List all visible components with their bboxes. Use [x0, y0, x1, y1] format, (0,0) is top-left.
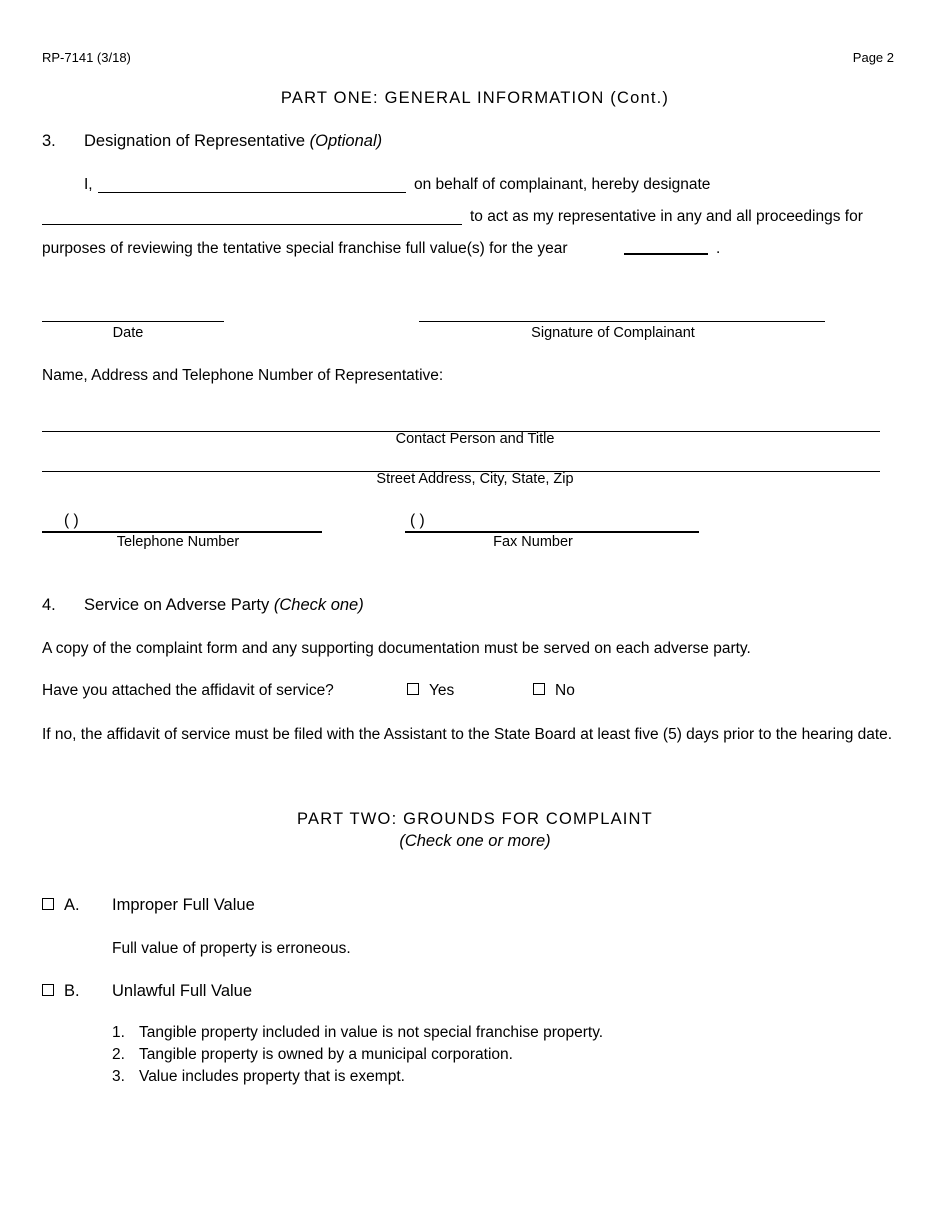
no-label: No	[555, 682, 575, 699]
telephone-label: Telephone Number	[116, 534, 240, 550]
part-one-title: PART ONE: GENERAL INFORMATION (Cont.)	[280, 89, 670, 107]
line2-suffix: to act as my representative in any and all proceedings for	[470, 208, 863, 225]
signature-label: Signature of Complainant	[531, 325, 695, 341]
telephone-field[interactable]	[42, 531, 322, 533]
section4-heading	[84, 596, 364, 615]
ground-b-item-number: 3.	[112, 1068, 125, 1085]
ground-a-title: Improper Full Value	[112, 896, 255, 914]
address-label: Street Address, City, State, Zip	[376, 471, 574, 487]
affidavit-question: Have you attached the affidavit of service?	[42, 682, 334, 699]
fax-field[interactable]	[405, 531, 699, 533]
ground-a-description: Full value of property is erroneous.	[112, 940, 351, 957]
line3-end: .	[716, 240, 721, 257]
fax-label: Fax Number	[493, 534, 573, 550]
part-two-subtitle: (Check one or more)	[399, 832, 551, 850]
ground-b-title: Unlawful Full Value	[112, 982, 253, 1000]
section4-check-one: (Check one)	[273, 596, 364, 614]
representative-designator-field[interactable]	[98, 192, 406, 193]
no-checkbox[interactable]	[533, 683, 545, 695]
section4-title: Service on Adverse Party	[84, 596, 270, 614]
ground-b-item-text: Tangible property included in value is not special franchise property.	[139, 1024, 604, 1041]
phone-area-code: ( )	[64, 512, 79, 529]
ground-b-option[interactable]	[42, 982, 80, 1001]
line3-text: purposes of reviewing the tentative special franchise full value(s) for the year	[42, 240, 568, 257]
section3-number: 3.	[42, 132, 56, 150]
section3-optional: (Optional)	[309, 132, 383, 150]
line1-prefix: I,	[84, 176, 93, 193]
section3-heading	[84, 132, 382, 151]
affidavit-filing-note: If no, the affidavit of service must be filed with the Assistant to the State Board at least five (5) days prior to the hearing date.	[42, 726, 893, 743]
ground-b-letter: B.	[64, 982, 80, 1000]
contact-label: Contact Person and Title	[395, 431, 555, 447]
year-field[interactable]	[624, 253, 708, 255]
ground-b-item-number: 1.	[112, 1024, 125, 1041]
yes-label: Yes	[429, 682, 455, 699]
yes-option[interactable]	[407, 682, 454, 700]
yes-checkbox[interactable]	[407, 683, 419, 695]
representative-name-field[interactable]	[42, 224, 462, 225]
no-option[interactable]	[533, 682, 575, 700]
form-id: RP-7141 (3/18)	[42, 50, 131, 65]
section3-title: Designation of Representative	[84, 132, 306, 150]
signature-field[interactable]	[419, 321, 825, 322]
date-label: Date	[112, 325, 144, 341]
ground-a-option[interactable]	[42, 896, 80, 915]
ground-a-letter: A.	[64, 896, 80, 914]
part-two-title: PART TWO: GROUNDS FOR COMPLAINT	[297, 810, 653, 828]
ground-b-item-text: Value includes property that is exempt.	[139, 1068, 405, 1085]
ground-b-checkbox[interactable]	[42, 984, 54, 996]
section4-number: 4.	[42, 596, 56, 614]
ground-b-item-number: 2.	[112, 1046, 125, 1063]
representative-heading: Name, Address and Telephone Number of Representative:	[42, 367, 444, 384]
fax-area-code: ( )	[410, 512, 425, 529]
date-field[interactable]	[42, 321, 224, 322]
ground-b-item-text: Tangible property is owned by a municipal corporation.	[139, 1046, 513, 1063]
ground-a-checkbox[interactable]	[42, 898, 54, 910]
page-number: Page 2	[852, 50, 894, 65]
copy-requirement-text: A copy of the complaint form and any supporting documentation must be served on each adverse party.	[42, 640, 751, 657]
line1-suffix: on behalf of complainant, hereby designate	[414, 176, 711, 193]
